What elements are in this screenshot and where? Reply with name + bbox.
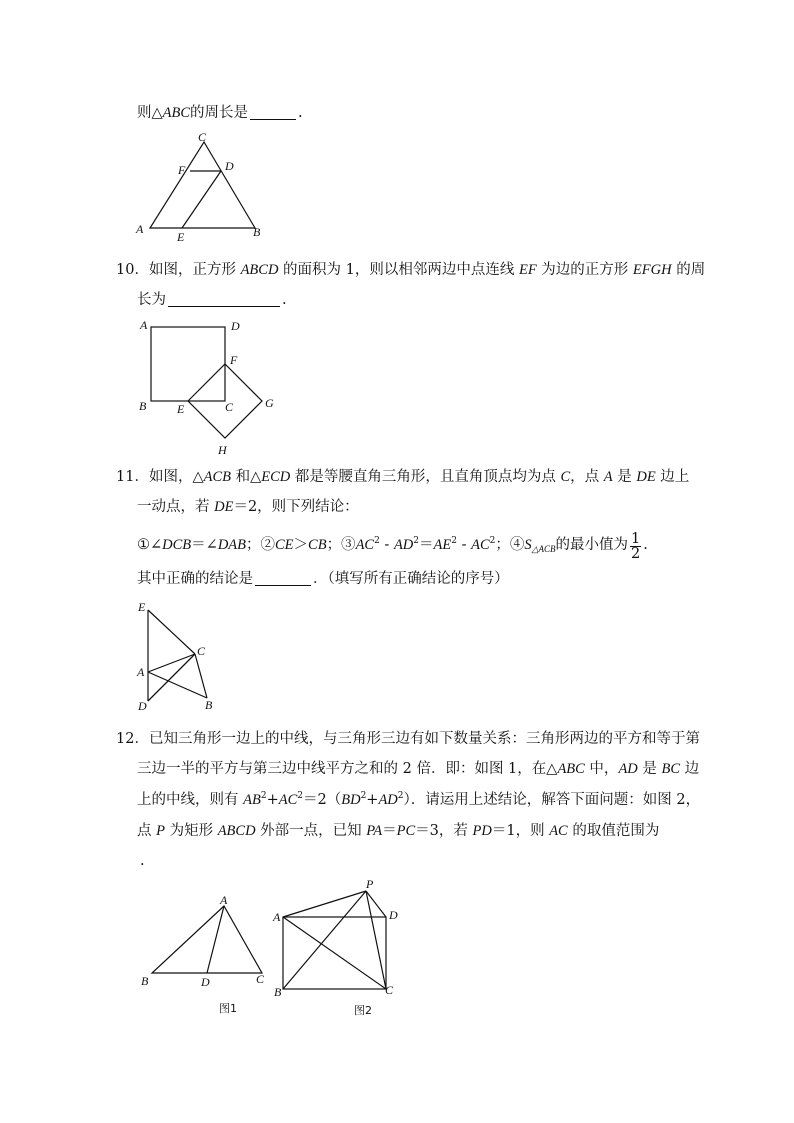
label-D: D <box>389 908 398 922</box>
answer-blank-q9[interactable] <box>250 105 296 120</box>
q12-line2: 三边一半的平方与第三边中线平方之和的 2 倍．即：如图 1，在△ABC 中，AD 是 BC 边 <box>137 761 700 777</box>
label-D: D <box>231 319 240 333</box>
label-B: B <box>141 974 149 988</box>
label-C: C <box>198 130 207 144</box>
label-B: B <box>274 985 282 999</box>
label-B: B <box>253 225 261 239</box>
q11-line1: 11．如图，△ACB 和△ECD 都是等腰直角三角形，且直角顶点均为点 C，点 A 是 DE 边上 <box>116 469 690 485</box>
label-D: D <box>138 699 147 713</box>
label-A: A <box>273 910 281 924</box>
label-B: B <box>205 698 213 712</box>
label-H: H <box>218 443 227 457</box>
q12-line3: 上的中线，则有 $AB^2+AC^2=2(BD^2+AD^2)$．请运用上述结论，解答下面问题：如图 2， <box>137 791 701 808</box>
q10-line2: 长为 . <box>137 292 287 308</box>
answer-blank-q10[interactable] <box>168 292 280 307</box>
q12-line5: . <box>140 853 145 869</box>
label-A: A <box>140 318 148 332</box>
label-A: A <box>136 222 144 236</box>
label-D: D <box>225 159 234 173</box>
label-C: C <box>256 972 265 986</box>
label-C: C <box>385 983 394 997</box>
label-F: F <box>178 163 186 177</box>
q11-line2: 一动点，若 DE＝2，则下列结论： <box>137 499 359 515</box>
label-P: P <box>366 877 374 891</box>
label-E: E <box>177 402 185 416</box>
answer-blank-q11[interactable] <box>255 571 311 586</box>
q11-line3: ①∠DCB＝∠DAB；②CE＞CB；$③AC^2 - AD^2=AE^2 - AC^2$；$④S_{\triangle ACB}$的最小值为 $\frac{1}{2}$ . <box>137 531 648 562</box>
figure-q12-fig1 <box>138 890 278 1025</box>
q11-line4: 其中正确的结论是 ．（填写所有正确结论的序号） <box>137 571 509 587</box>
label-A: A <box>220 893 228 907</box>
label-E: E <box>177 230 185 244</box>
figure-caption-2: 图2 <box>354 1004 372 1017</box>
label-B: B <box>139 399 147 413</box>
figure-q12-fig2 <box>270 878 410 1028</box>
figure-q9-triangle <box>130 130 270 245</box>
q12-line4: 点 P 为矩形 ABCD 外部一点，已知 PA＝PC＝3，若 PD＝1，则 AC 的取值范围为 <box>137 823 660 839</box>
label-G: G <box>265 396 274 410</box>
label-F: F <box>230 353 238 367</box>
q9-text: 则△ABC的周长是 . <box>137 105 303 121</box>
label-C: C <box>225 400 234 414</box>
q12-line1: 12．已知三角形一边上的中线，与三角形三边有如下数量关系：三角形两边的平方和等于第 <box>116 731 700 747</box>
label-A: A <box>137 665 145 679</box>
q10-line1: 10．如图，正方形 ABCD 的面积为 1，则以相邻两边中点连线 EF 为边的正方形 EFGH 的周 <box>116 262 706 278</box>
label-D: D <box>201 975 210 989</box>
fraction-one-half: $\frac{1}{2}$ <box>631 531 641 562</box>
figure-caption-1: 图1 <box>219 1002 237 1015</box>
label-E: E <box>138 600 146 614</box>
figure-q10-squares <box>136 315 286 460</box>
figure-q11-triangles <box>132 598 227 718</box>
label-C: C <box>197 644 206 658</box>
